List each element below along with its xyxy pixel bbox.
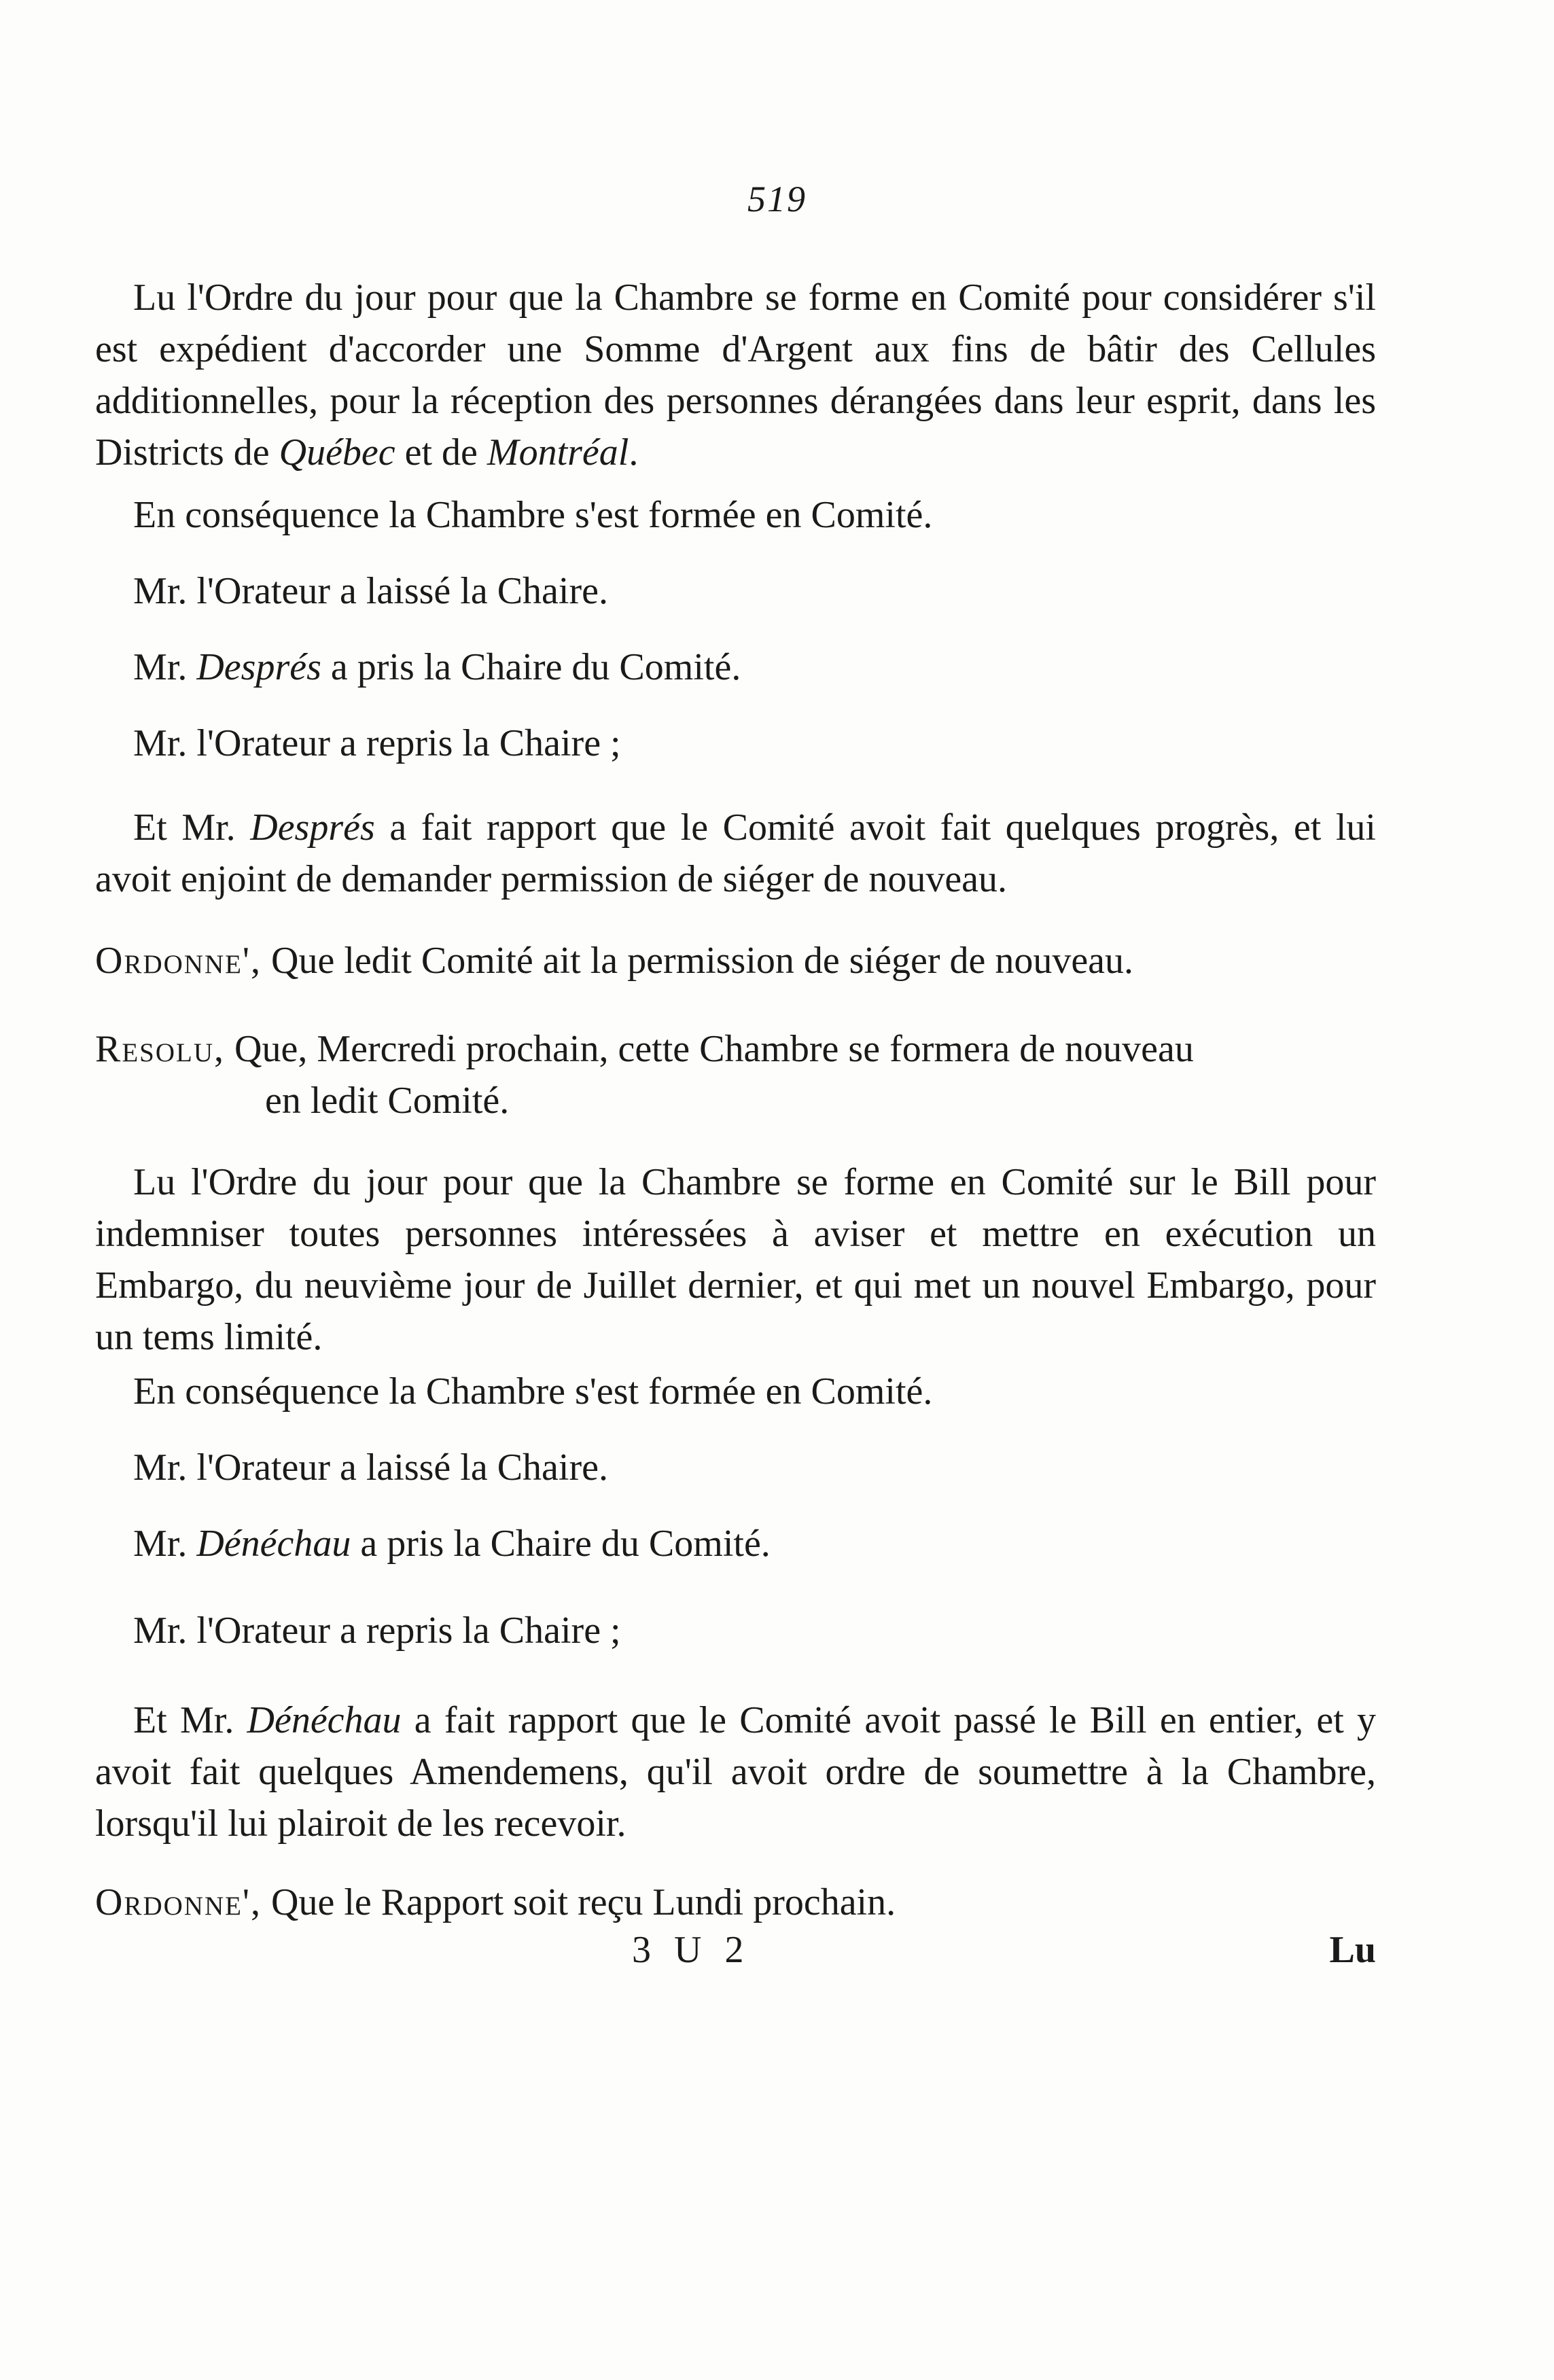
- line-despres-pris: Mr. Després a pris la Chaire du Comité.: [133, 646, 741, 688]
- name-denechau: Dénéchau: [247, 1699, 402, 1741]
- name-despres: Després: [196, 646, 321, 688]
- line-comite-1: En conséquence la Chambre s'est formée en Comité.: [133, 494, 933, 536]
- ordonne-permission: Ordonne', Que ledit Comité ait la permission de siéger de nouveau.: [95, 940, 1134, 982]
- line-orateur-repris-2: Mr. l'Orateur a repris la Chaire ;: [133, 1610, 621, 1652]
- place-montreal: Montréal: [487, 431, 629, 474]
- line-orateur-laisse-2: Mr. l'Orateur a laissé la Chaire.: [133, 1446, 608, 1489]
- ordonne-label: Ordonne',: [95, 940, 262, 982]
- line-comite-2: En conséquence la Chambre s'est formée en Comité.: [133, 1370, 933, 1413]
- paragraph-cellules: [95, 272, 1376, 478]
- resolu-label: Resolu,: [95, 1028, 226, 1070]
- page-footer: [95, 1924, 1376, 1976]
- line-orateur-laisse-1: Mr. l'Orateur a laissé la Chaire.: [133, 570, 608, 612]
- line-denechau-pris: Mr. Dénéchau a pris la Chaire du Comité.: [133, 1523, 771, 1565]
- paragraph-text: Lu l'Ordre du jour pour que la Chambre se forme en Comité sur le Bill pour indemniser toutes personnes intéressées à aviser et mettre en exécution un Embargo, du neuvième jour de Juillet dernier, et qui met un nouvel Embargo, pour un tems limité.: [95, 1161, 1376, 1358]
- paragraph-despres-rapport: Et Mr. Després a fait rapport que le Comité avoit fait quelques progrès, et lui avoit enjoint de demander permission de siéger de nouveau.: [95, 806, 1376, 900]
- line-orateur-repris-1: Mr. l'Orateur a repris la Chaire ;: [133, 722, 621, 764]
- paragraph-bill-embargo: [95, 1156, 1376, 1363]
- name-denechau: Dénéchau: [196, 1523, 351, 1565]
- signature-mark: 3 U 2: [632, 1929, 751, 1971]
- catchword: Lu: [1329, 1929, 1376, 1971]
- name-despres: Després: [250, 806, 375, 849]
- page-number: 519: [747, 179, 807, 219]
- ordonne-label: Ordonne',: [95, 1881, 262, 1923]
- resolu-mercredi: Resolu, Que, Mercredi prochain, cette Chambre se formera de nouveau en ledit Comité.: [95, 1028, 1194, 1122]
- paragraph-denechau-rapport: Et Mr. Dénéchau a fait rapport que le Comité avoit passé le Bill en entier, et y avoit fait quelques Amendemens, qu'il avoit ordre de soumettre à la Chambre, lorsqu'il lui plairoit de les recevoir.: [95, 1699, 1376, 1845]
- paragraph-text-end: .: [629, 431, 639, 474]
- ordonne-rapport: Ordonne', Que le Rapport soit reçu Lundi prochain.: [95, 1881, 896, 1923]
- place-quebec: Québec: [279, 431, 395, 474]
- paragraph-text-mid: et de: [395, 431, 487, 474]
- paragraph-text: Lu l'Ordre du jour pour que la Chambre se forme en Comité pour considérer s'il est expédient d'accorder une Somme d'Argent aux fins de bâtir des Cellules additionnelles, pour la réception des personnes dérangées dans leur esprit, dans les Districts de: [95, 277, 1376, 474]
